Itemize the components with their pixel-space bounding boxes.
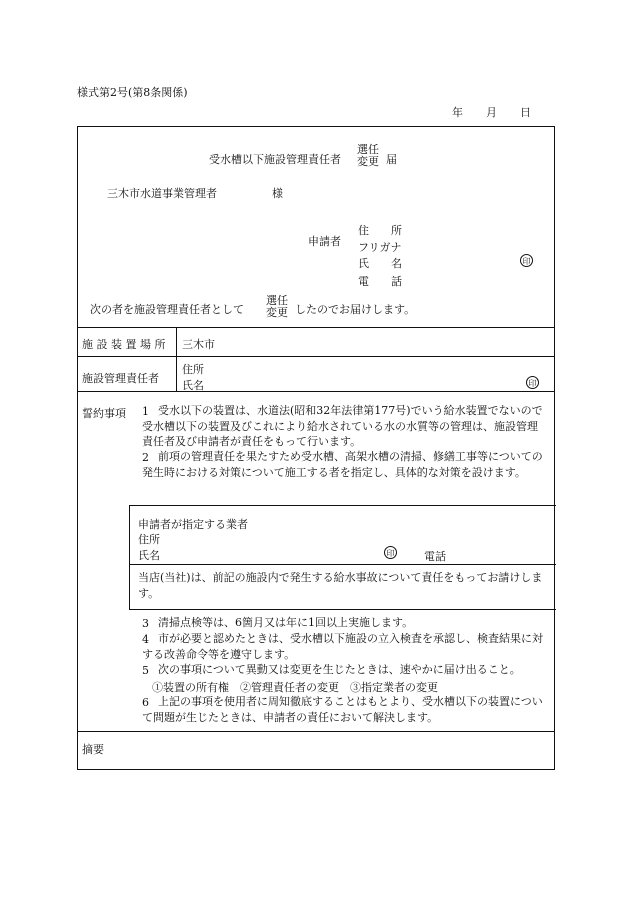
applicant-label: 申請者 [308,235,341,248]
pledge-label: 誓約事項 [82,407,126,420]
facility-location-value: 三木市 [182,338,215,351]
notice-choice-appoint: 選任 [266,294,288,307]
pledge-item-3-number: 3 [142,617,149,630]
contractor-box [129,505,556,610]
pledge-item-5-options: ①装置の所有権 ②管理責任者の変更 ③指定業者の変更 [152,681,438,694]
contractor-seal-icon: 印 [384,546,397,559]
pledge-item-1-number: 1 [142,405,149,418]
pledge-item-1-text: 受水以下の装置は、水道法(昭和32年法律第177号)でいう給水装置でないので受水槽以下の装置及びこれにより給水されている水の水質等の管理は、施設管理責任者及び申請者が責任をもって行います。 [142,404,543,448]
contractor-address-label: 住所 [138,533,160,546]
applicant-furigana-label: フリガナ [358,241,402,254]
contractor-statement: 当店(当社)は、前記の施設内で発生する給水事故について責任をもってお請けします。 [138,571,543,600]
notice-suffix: したのでお届けします。 [295,303,416,316]
pledge-item-6-text: 上記の事項を使用者に周知徹底することはもとより、受水槽以下の装置について問題が生じたときは、申請者の責任において解決します。 [142,695,543,724]
facility-manager-address-label: 住所 [182,363,204,376]
pledge-item-4-text: 市が必要と認めたときは、受水槽以下施設の立入検査を承認し、検査結果に対する改善命令等を遵守します。 [142,632,543,661]
date-month: 月 [486,106,497,119]
contractor-phone-label: 電話 [424,550,446,563]
title-suffix: 届 [386,153,397,166]
applicant-name-label: 氏 名 [358,257,402,270]
pledge-item-2-text: 前項の管理責任を果たすため受水槽、高架水槽の清掃、修繕工事等についての発生時における対策について施工する者を指定し、具体的な対策を設けます。 [142,450,543,479]
pledge-item-5-text: 次の事項について異動又は変更を生じたときは、速やかに届け出ること。 [158,663,521,676]
pledge-item-2-number: 2 [142,451,149,464]
applicant-seal-icon: 印 [520,254,533,267]
facility-manager-label: 施設管理責任者 [82,372,159,385]
divider [78,731,554,732]
divider [78,356,554,357]
pledge-item-5-number: 5 [142,664,149,677]
applicant-phone-label: 電 話 [358,275,402,288]
facility-manager-name-label: 氏名 [182,379,204,392]
notice-prefix: 次の者を施設管理責任者として [90,303,244,316]
notice-choice [266,295,288,319]
form-number: 様式第2号(第8条関係) [77,86,188,99]
pledge-item-4-number: 4 [142,633,149,646]
notice-choice-change: 変更 [266,306,288,319]
divider [78,391,554,392]
pledge-item-6-number: 6 [142,696,149,709]
divider [78,327,554,328]
divider [130,564,556,565]
title-prefix: 受水槽以下施設管理責任者 [209,153,341,166]
date-day: 日 [520,106,531,119]
facility-location-label: 施 設 装 置 場 所 [82,338,166,351]
facility-manager-seal-icon: 印 [526,376,539,389]
contractor-name-label: 氏名 [138,549,160,562]
pledge-item-3-text: 清掃点検等は、6箇月又は年に1回以上実施します。 [158,616,414,629]
title-choice-change: 変更 [357,155,379,168]
remarks-label: 摘要 [82,743,104,756]
addressee-name: 三木市水道事業管理者 [107,187,217,200]
applicant-address-label: 住 所 [358,224,402,237]
title-choice-appoint: 選任 [357,143,379,156]
addressee-honorific: 様 [272,187,283,200]
notification-form [77,126,555,770]
date-year: 年 [452,106,463,119]
divider [176,327,177,391]
contractor-heading: 申請者が指定する業者 [138,518,248,531]
title-choice [357,144,379,168]
